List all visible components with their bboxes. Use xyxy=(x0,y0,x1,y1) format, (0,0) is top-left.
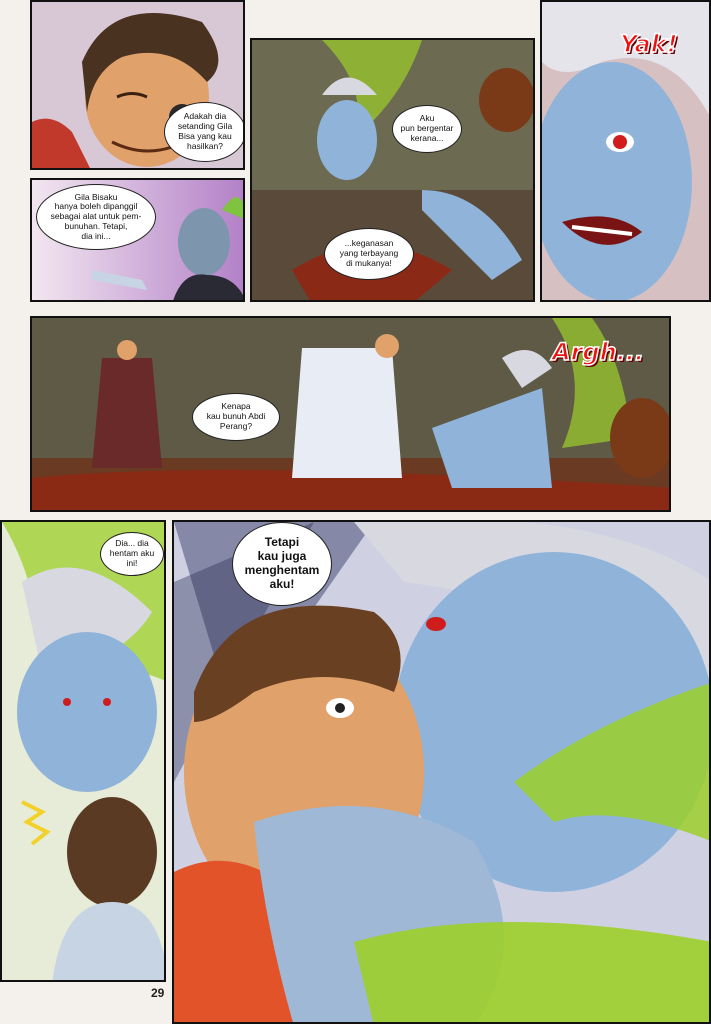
panel-6-art xyxy=(2,522,166,982)
speech-bubble: Dia... dia hentam aku ini! xyxy=(100,532,164,576)
sfx-yak: Yak! xyxy=(620,30,678,58)
panel-4-demon-close xyxy=(540,0,711,302)
panel-5-wide xyxy=(30,316,671,512)
panel-1-man-eyepatch xyxy=(30,0,245,170)
speech-bubble: Kenapa kau bunuh Abdi Perang? xyxy=(192,393,280,441)
sfx-argh: Argh... xyxy=(552,338,645,366)
speech-bubble: Gila Bisaku hanya boleh dipanggil sebagai alat untuk pem- bunuhan. Tetapi, dia ini... xyxy=(36,184,156,250)
speech-bubble: ...keganasan yang terbayang di mukanya! xyxy=(324,228,414,280)
panel-2-doctor xyxy=(30,178,245,302)
speech-bubble: Aku pun bergentar kerana... xyxy=(392,105,462,153)
speech-bubble: Adakah dia setanding Gila Bisa yang kau hasilkan? xyxy=(164,102,245,162)
speech-bubble: Tetapi kau juga menghentam aku! xyxy=(232,522,332,606)
panel-3-cellar xyxy=(250,38,535,302)
panel-7-confront xyxy=(172,520,711,1024)
panel-6-demon-green xyxy=(0,520,166,982)
page-number: 29 xyxy=(151,986,165,1000)
